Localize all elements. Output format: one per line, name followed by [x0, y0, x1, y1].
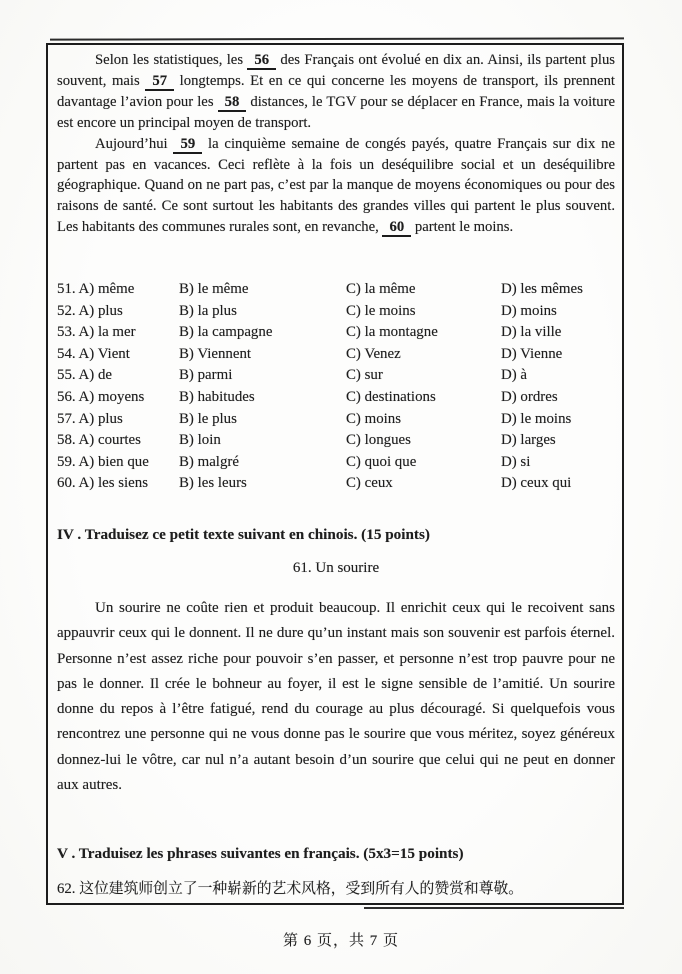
- option-c: C) ceux: [346, 475, 393, 492]
- option-a-cell: [57, 473, 179, 495]
- option-a-cell: [57, 365, 179, 387]
- option-d: D) Vienne: [501, 345, 563, 362]
- question-number: 54.: [57, 345, 76, 362]
- scan-artifact-bottom-line: [364, 907, 624, 909]
- option-row: [57, 452, 615, 474]
- sentence-62: 62. 这位建筑师创立了一种崭新的艺术风格，受到所有人的赞赏和尊敬。: [57, 881, 524, 897]
- option-b: B) les leurs: [179, 475, 247, 492]
- option-d: D) ordres: [501, 388, 558, 405]
- option-c: C) la même: [346, 281, 416, 297]
- blank-number: 59: [173, 136, 202, 154]
- option-a: A) même: [78, 281, 135, 297]
- option-a: A) moyens: [78, 388, 145, 405]
- option-a-cell: [57, 279, 179, 301]
- option-c: C) le moins: [346, 302, 416, 319]
- option-a-cell: [57, 344, 179, 366]
- option-b: B) le plus: [179, 410, 237, 427]
- option-a: A) plus: [78, 410, 123, 427]
- question-number: 57.: [57, 410, 76, 427]
- option-b: B) Viennent: [179, 345, 252, 362]
- section-v-heading: V . Traduisez les phrases suivantes en français. (5x3=15 points): [57, 845, 464, 862]
- option-a-cell: [57, 409, 179, 431]
- option-b: B) la plus: [179, 302, 237, 319]
- option-c: C) la montagne: [346, 324, 438, 341]
- option-row: [57, 344, 615, 366]
- options-table: [57, 279, 615, 495]
- text-segment: distances, le TGV pour se déplacer en France, mais la voiture est encore un principal moyen de transport.: [57, 94, 616, 131]
- question-number: 59.: [57, 453, 76, 470]
- option-a-cell: [57, 301, 179, 323]
- text-segment: des Français ont évolué en dix an. Ainsi, ils partent plus souvent, mais: [57, 52, 616, 89]
- option-a: A) bien que: [78, 453, 149, 470]
- scan-artifact-top-line: [50, 37, 624, 40]
- question-number: 58.: [57, 432, 76, 449]
- option-a: A) la mer: [78, 324, 136, 341]
- option-row: [57, 430, 615, 452]
- option-b: B) loin: [179, 432, 221, 449]
- option-d: D) le moins: [501, 410, 572, 427]
- option-c: C) longues: [346, 432, 411, 449]
- option-d: D) moins: [501, 302, 557, 319]
- option-a-cell: [57, 430, 179, 452]
- blank-number: 56: [247, 52, 276, 70]
- option-d: D) les mêmes: [501, 281, 583, 297]
- option-c: C) Venez: [346, 345, 401, 362]
- option-a: A) de: [78, 367, 113, 384]
- option-d: D) à: [501, 367, 528, 384]
- option-row: [57, 473, 615, 495]
- option-d: D) si: [501, 453, 531, 470]
- page-footer: 第 6 页，共 7 页: [282, 933, 399, 949]
- blank-number: 60: [382, 219, 411, 237]
- question-number: 56.: [57, 388, 76, 405]
- option-b: B) le même: [179, 281, 249, 297]
- cloze-paragraph-2: [57, 134, 615, 238]
- option-row: [57, 365, 615, 387]
- question-number: 53.: [57, 324, 76, 341]
- option-row: [57, 301, 615, 323]
- option-b: B) malgré: [179, 453, 239, 470]
- option-a-cell: [57, 322, 179, 344]
- option-row: [57, 322, 615, 344]
- option-a-cell: [57, 452, 179, 474]
- text-61-title: 61. Un sourire: [292, 560, 380, 576]
- text-segment: Selon les statistiques, les: [95, 52, 244, 68]
- text-segment: longtemps. Et en ce qui concerne les moyens de transport, ils prennent davantage l’avion pour les: [57, 73, 616, 110]
- cloze-paragraph-1: [57, 50, 615, 134]
- option-b: B) parmi: [179, 367, 233, 384]
- question-number: 51.: [57, 281, 76, 297]
- question-number: 55.: [57, 367, 76, 384]
- text-segment: Aujourd’hui: [95, 136, 168, 152]
- text-segment: la cinquième semaine de congés payés, quatre Français sur dix ne partent pas en vacances. Ceci reflète à la fois un deséquilibre social et un deséquilibre géographique. Quand on ne part pas, c’est par la manque de moyens économiques ou pour des raisons de santé. Ce sont surtout les habitants des grandes villes qui partent le plus souvent. Les habitants des communes rurales sont, en revanche,: [57, 136, 616, 235]
- option-c: C) quoi que: [346, 453, 417, 470]
- option-d: D) larges: [501, 432, 556, 449]
- option-c: C) destinations: [346, 388, 436, 405]
- question-number: 52.: [57, 302, 76, 319]
- option-a: A) Vient: [78, 345, 130, 362]
- question-number: 60.: [57, 475, 76, 492]
- option-b: B) la campagne: [179, 324, 273, 341]
- option-a: A) plus: [78, 302, 123, 319]
- option-d: D) ceux qui: [501, 475, 572, 492]
- blank-number: 58: [218, 94, 247, 112]
- option-row: [57, 387, 615, 409]
- option-a: A) courtes: [78, 432, 141, 449]
- content-border-frame: [46, 43, 624, 905]
- option-c: C) moins: [346, 410, 402, 427]
- option-a-cell: [57, 387, 179, 409]
- option-c: C) sur: [346, 367, 383, 384]
- section-iv-heading: IV . Traduisez ce petit texte suivant en chinois. (15 points): [57, 526, 430, 543]
- text-segment: partent le moins.: [414, 218, 514, 235]
- option-d: D) la ville: [501, 324, 562, 341]
- option-row: [57, 279, 615, 301]
- option-row: [57, 409, 615, 431]
- option-a: A) les siens: [78, 475, 149, 492]
- translation-text-61: Un sourire ne coûte rien et produit beaucoup. Il enrichit ceux qui le recoivent sans appauvrir ceux qui le donnent. Il ne dure qu’un instant mais son souvenir est parfois éternel. Personne n’est assez riche pour pouvoir s’en passer, et personne n’est trop pauvre pour ne pas le donner. Il crée le bohneur au foyer, il est le signe sensible de l’amitié. Un sourire donne du repos à l’être fatigué, rend du courage au plus découragé. Si quelquefois vous rencontrez une personne qui ne vous donne pas le sourire que vous méritez, soyez généreux donnez-lui le vôtre, car nul n’a autant besoin d’un sourire que celui qui ne peut en donner aux autres.: [57, 600, 615, 794]
- blank-number: 57: [145, 73, 174, 91]
- option-b: B) habitudes: [179, 388, 255, 405]
